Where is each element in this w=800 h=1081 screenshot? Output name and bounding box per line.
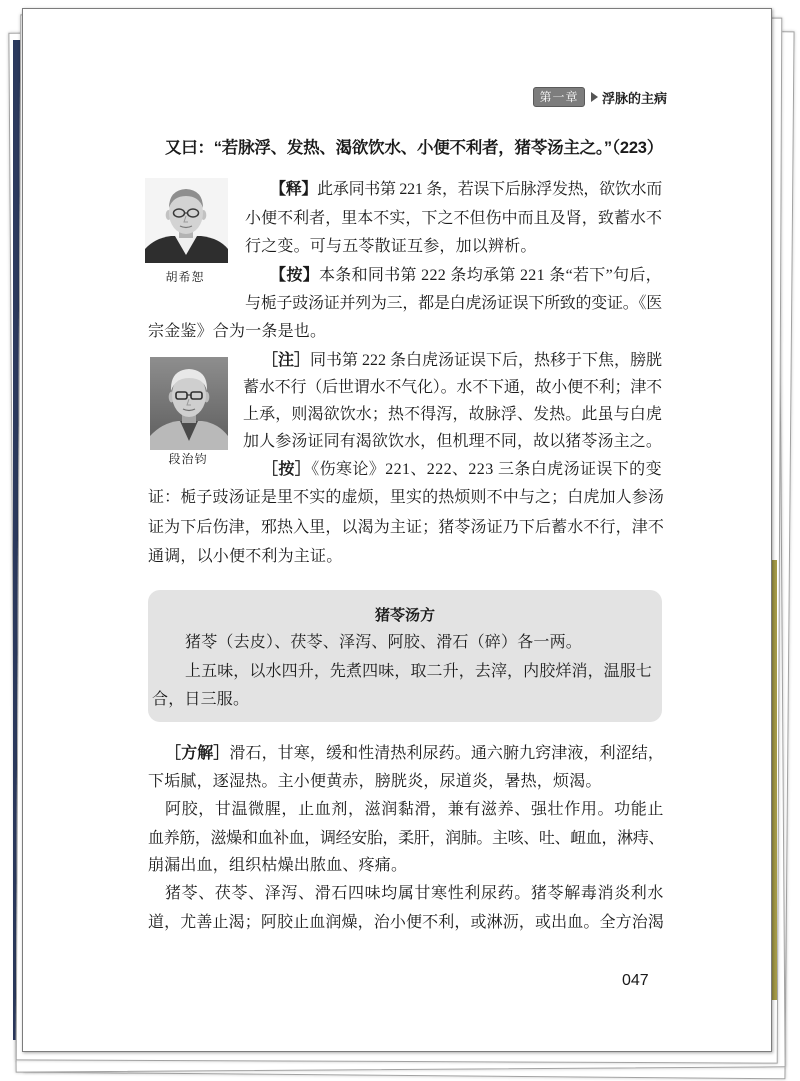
line-text <box>245 293 662 315</box>
zhu-text: 蓄水不行（后世谓水不气化）。水不下通，故小便不利；津不 <box>243 379 662 396</box>
text-line <box>148 855 407 877</box>
analysis-text: 滑石，甘寒，缓和性清热利尿药。通六腑九窍津液，利涩结， <box>229 745 664 762</box>
an2-text: 证为下后伤津，邪热入里，以渴为主证；猪苓汤证乃下后蓄水不行，津不 <box>148 519 664 536</box>
line-text <box>245 208 662 230</box>
recipe-ingredients-text: 猪苓（去皮）、茯苓、泽泻、阿胶、滑石（碎）各一两。 <box>185 634 583 651</box>
line-text <box>185 661 652 683</box>
text-line <box>165 883 664 905</box>
portrait-image <box>145 178 228 263</box>
zhu-text: 同书第 222 条白虎汤证误下后，热移于下焦，膀胱 <box>310 352 662 369</box>
analysis-text: 下垢腻，逐湿热。主小便黄赤，膀胱炎，尿道炎，暑热，烦渴。 <box>148 773 602 790</box>
running-header <box>533 87 667 107</box>
zhu-text: 加人参汤证同有渴欲饮水，但机理不同，故以猪苓汤主之。 <box>243 433 662 450</box>
analysis-label: ［方解］ <box>165 745 230 762</box>
text-line <box>243 404 662 426</box>
triangle-right-icon <box>591 92 598 102</box>
shi-label: 【释】 <box>270 181 318 198</box>
recipe-method-text: 上五味，以水四升，先煮四味，取二升，去滓，内胶烊消，温服七 <box>185 663 652 680</box>
analysis-text: 道，尤善止渴；阿胶止血润燥，治小便不利，或淋沥，或出血。全方治渴 <box>148 914 664 931</box>
zhu-text: 上承，则渴欲饮水；热不得泻，故脉浮、发热。此虽与白虎 <box>243 406 662 423</box>
text-line <box>270 265 662 287</box>
line-text <box>243 377 662 399</box>
line-text <box>148 546 342 568</box>
an-text: 本条和同书第 222 条均承第 221 条“若下”句后， <box>318 267 662 284</box>
chapter-title: 浮脉的主病 <box>602 90 668 106</box>
line-text <box>148 855 407 877</box>
an-text: 与栀子豉汤证并列为三，都是白虎汤证误下所致的变证。《医 <box>245 295 662 312</box>
analysis-text: 血养筋，滋燥和血补血，调经安胎，柔肝，润肺。主咳、吐、衄血，淋痔、 <box>148 830 664 847</box>
clause-title-text: 又曰：“若脉浮、发热、渴欲饮水、小便不利者，猪苓汤主之。”（223） <box>165 139 663 157</box>
analysis-text: 猪苓、茯苓、泽泻、滑石四味均属甘寒性利尿药。猪苓解毒消炎利水 <box>165 885 664 902</box>
line-text <box>165 799 664 821</box>
line-text <box>262 459 662 481</box>
line-text <box>243 404 662 426</box>
text-line <box>148 321 326 343</box>
line-text <box>148 487 664 509</box>
text-line <box>148 828 664 850</box>
an2-text: 通调，以小便不利为主证。 <box>148 548 343 565</box>
text-line <box>148 771 602 793</box>
text-line <box>148 487 664 509</box>
zhu-label: ［注］ <box>262 352 310 369</box>
line-text <box>262 350 662 372</box>
text-line <box>262 350 662 372</box>
analysis-text: 阿胶，甘温微腥，止血剂，滋润黏滑，兼有滋养、强壮作用。功能止 <box>165 801 664 818</box>
text-line <box>243 431 662 453</box>
recipe-title: 猪苓汤方 <box>374 607 435 624</box>
an2-text: 《伤寒论》221、222、223 三条白虎汤证误下的变 <box>311 461 662 478</box>
text-line <box>148 517 664 539</box>
portrait-photo <box>145 178 228 263</box>
line-text <box>185 632 582 654</box>
portrait-image <box>150 357 228 450</box>
clause-title <box>165 137 663 159</box>
page-number: 047 <box>622 972 649 989</box>
text-line <box>270 179 662 201</box>
text-line <box>245 236 537 258</box>
line-text <box>165 743 664 765</box>
line-text <box>148 912 664 934</box>
recipe-ingredients <box>185 632 582 654</box>
line-text <box>152 689 249 711</box>
line-text <box>270 179 662 201</box>
text-line <box>148 546 342 568</box>
portrait-caption: 段治钧 <box>168 452 208 466</box>
an2-label: ［按］ <box>262 461 312 478</box>
shi-text: 行之变。可与五苓散证互参，加以辨析。 <box>245 238 537 255</box>
line-text <box>148 321 326 343</box>
line-text <box>165 883 664 905</box>
portrait-caption: 胡希恕 <box>165 270 205 284</box>
line-text <box>243 431 662 453</box>
text-line <box>243 377 662 399</box>
recipe-method <box>152 689 249 711</box>
text-line <box>262 459 662 481</box>
line-text <box>148 771 602 793</box>
recipe-method <box>185 661 652 683</box>
an2-text: 证：栀子豉汤证是里不实的虚烦，里实的热烦则不中与之；白虎加人参汤 <box>148 489 664 506</box>
an-text: 宗金鉴》合为一条是也。 <box>148 323 327 340</box>
line-text <box>148 828 664 850</box>
text-line <box>148 912 664 934</box>
line-text <box>148 517 664 539</box>
text-line <box>165 799 664 821</box>
portrait-photo <box>150 357 228 450</box>
an-label: 【按】 <box>270 267 319 284</box>
shi-text: 小便不利者，里本不实，下之不但伤中而且及肾，致蓄水不 <box>245 210 662 227</box>
shi-text: 此承同书第 221 条，若误下后脉浮发热，欲饮水而 <box>317 181 662 198</box>
line-text <box>270 265 662 287</box>
analysis-text: 崩漏出血，组织枯燥出脓血、疼痛。 <box>148 857 408 874</box>
text-line <box>165 743 664 765</box>
recipe-method-text: 合，日三服。 <box>152 691 250 708</box>
line-text <box>165 137 663 159</box>
chapter-badge: 第一章 <box>533 87 585 107</box>
text-line <box>245 208 662 230</box>
line-text <box>245 236 537 258</box>
text-line <box>245 293 662 315</box>
